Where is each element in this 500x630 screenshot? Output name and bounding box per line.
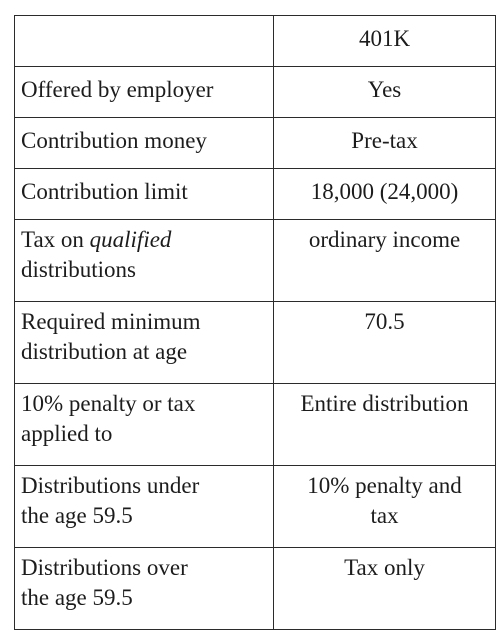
- row-value: 70.5: [274, 302, 496, 384]
- row-label: Offered by employer: [15, 67, 274, 118]
- column-header-401k: 401K: [274, 16, 496, 67]
- row-label-line2: the age 59.5: [21, 503, 133, 528]
- row-value: 18,000 (24,000): [274, 169, 496, 220]
- row-label-line1: Required minimum: [21, 309, 201, 334]
- row-label-line1: Distributions over: [21, 555, 188, 580]
- row-value: Pre-tax: [274, 118, 496, 169]
- row-value: Tax only: [274, 548, 496, 630]
- row-label: [15, 548, 274, 630]
- table-row: [15, 67, 496, 118]
- row-label-suffix: distributions: [21, 257, 137, 282]
- row-label: [15, 466, 274, 548]
- table-row: [15, 220, 496, 302]
- row-value: Yes: [274, 67, 496, 118]
- table-row: [15, 302, 496, 384]
- row-label: [15, 220, 274, 302]
- comparison-table: [14, 15, 496, 630]
- row-label-line1: Distributions under: [21, 473, 200, 498]
- row-label: Contribution money: [15, 118, 274, 169]
- row-label-line2: distribution at age: [21, 339, 188, 364]
- row-label-line2: applied to: [21, 421, 113, 446]
- table-row: [15, 169, 496, 220]
- table-header-row: [15, 16, 496, 67]
- row-value: [274, 466, 496, 548]
- row-value: Entire distribution: [274, 384, 496, 466]
- row-value-line1: 10% penalty and: [307, 473, 462, 498]
- table-row: [15, 548, 496, 630]
- row-value-line2: tax: [370, 503, 399, 528]
- table-row: [15, 384, 496, 466]
- row-label: [15, 302, 274, 384]
- row-label-prefix: Tax on: [21, 227, 90, 252]
- header-corner-cell: [15, 16, 274, 67]
- table-row: [15, 466, 496, 548]
- row-label-line1: 10% penalty or tax: [21, 391, 196, 416]
- row-label: [15, 384, 274, 466]
- row-label-italic: qualified: [89, 227, 172, 252]
- row-value: ordinary income: [274, 220, 496, 302]
- table-row: [15, 118, 496, 169]
- row-label-line2: the age 59.5: [21, 585, 133, 610]
- row-label: Contribution limit: [15, 169, 274, 220]
